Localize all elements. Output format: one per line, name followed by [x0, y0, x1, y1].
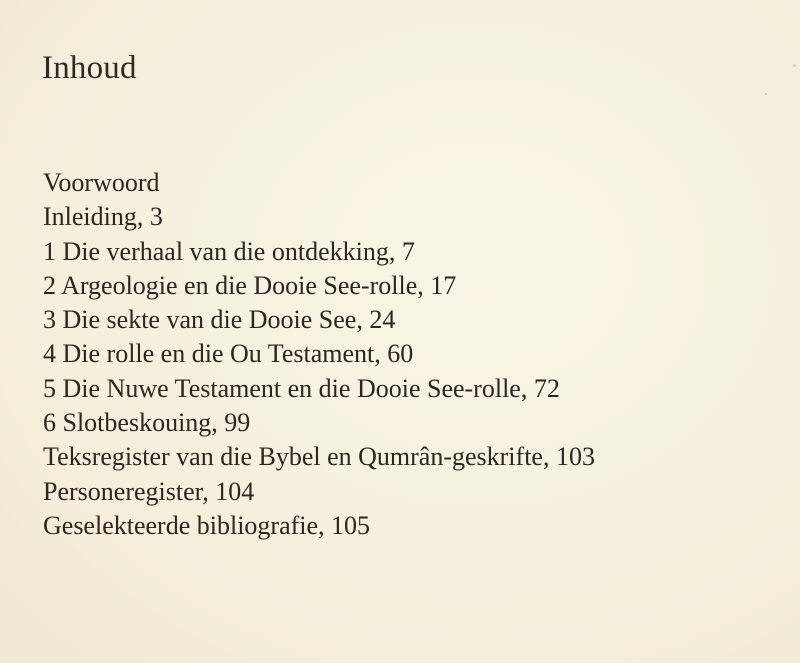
toc-entry-bibliografie: Geselekteerde bibliografie, 105: [43, 510, 371, 540]
toc-entry-chapter-4: 4 Die rolle en die Ou Testament, 60: [43, 339, 414, 369]
table-of-contents: [43, 166, 595, 543]
paper-speck: [793, 64, 796, 67]
toc-entry-chapter-6: 6 Slotbeskouing, 99: [43, 408, 251, 438]
toc-entry-personeregister: Personeregister, 104: [43, 476, 255, 506]
toc-entry-chapter-2: 2 Argeologie en die Dooie See-rolle, 17: [43, 270, 457, 300]
toc-entry-voorwoord: Voorwoord: [43, 168, 160, 197]
toc-entry-chapter-5: 5 Die Nuwe Testament en die Dooie See-rolle, 72: [43, 373, 560, 403]
toc-entry-chapter-1: 1 Die verhaal van die ontdekking, 7: [43, 236, 415, 266]
paper-speck: [765, 93, 767, 95]
toc-entry-chapter-3: 3 Die sekte van die Dooie See, 24: [43, 305, 396, 335]
toc-entry-inleiding: Inleiding, 3: [43, 202, 163, 232]
page-title: Inhoud: [42, 50, 137, 87]
toc-entry-teksregister: Teksregister van die Bybel en Qumrân-geskrifte, 103: [43, 442, 595, 472]
